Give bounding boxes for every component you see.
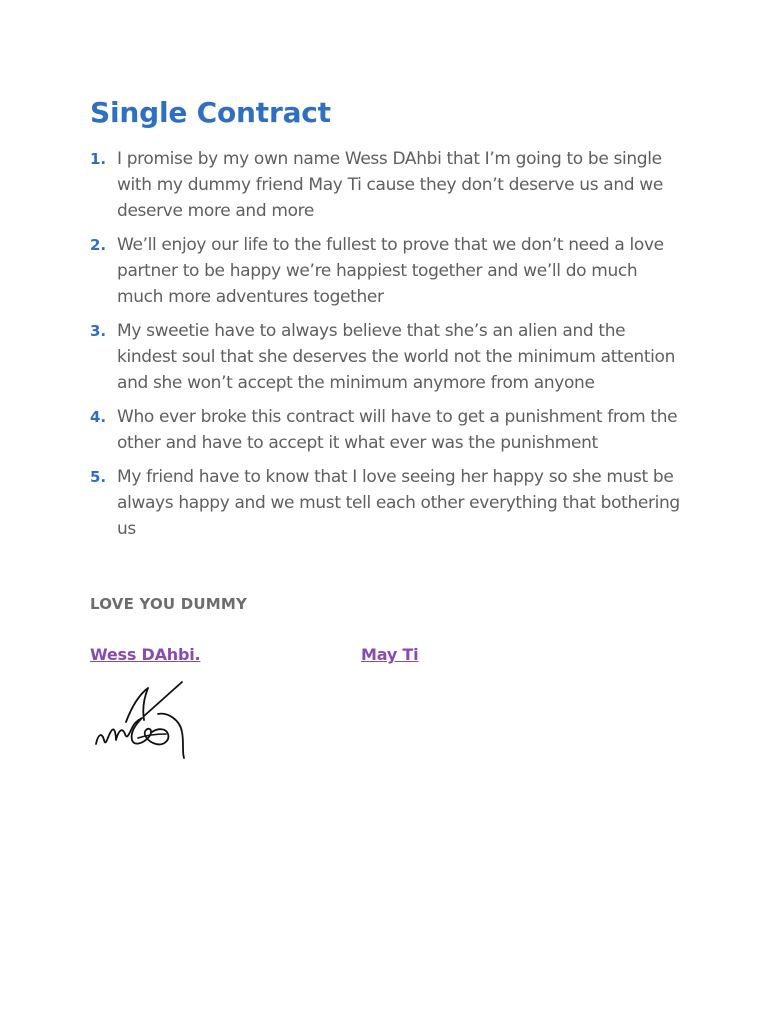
signer-name-first: Wess DAhbi.: [90, 645, 201, 664]
clause-number: 1.: [90, 150, 107, 168]
clause-list: [90, 146, 680, 550]
clause-text: My sweetie have to always believe that she’s an alien and the kindest soul that she deserves the world not the minimum attention and she won’t accept the minimum anymore from anyone: [117, 321, 676, 393]
clause-item: [90, 146, 680, 224]
clause-text: My friend have to know that I love seeing her happy so she must be always happy and we must tell each other everything that bothering us: [117, 467, 680, 539]
handwritten-signature: [92, 676, 192, 762]
clause-text: We’ll enjoy our life to the fullest to prove that we don’t need a love partner to be happy we’re happiest together and we’ll do much much more adventures together: [117, 235, 664, 307]
signature-stroke: [96, 718, 168, 744]
clause-text: I promise by my own name Wess DAhbi that I’m going to be single with my dummy friend May Ti cause they don’t deserve us and we deserve more and more: [117, 149, 663, 221]
clause-number: 4.: [90, 408, 107, 426]
clause-item: [90, 232, 680, 310]
clause-item: [90, 404, 680, 456]
clause-item: [90, 318, 680, 396]
clause-number: 5.: [90, 468, 107, 486]
clause-text: Who ever broke this contract will have to get a punishment from the other and have to accept it what ever was the punishment: [117, 407, 678, 453]
clause-item: [90, 464, 680, 542]
signature-stroke: [144, 682, 182, 716]
document-title: Single Contract: [90, 96, 331, 129]
closing-line: LOVE YOU DUMMY: [90, 595, 248, 613]
clause-number: 3.: [90, 322, 107, 340]
signature-stroke: [138, 734, 166, 738]
signature-stroke: [126, 688, 148, 722]
clause-number: 2.: [90, 236, 107, 254]
signature-stroke: [158, 714, 184, 758]
signer-name-second: May Ti: [361, 645, 419, 664]
